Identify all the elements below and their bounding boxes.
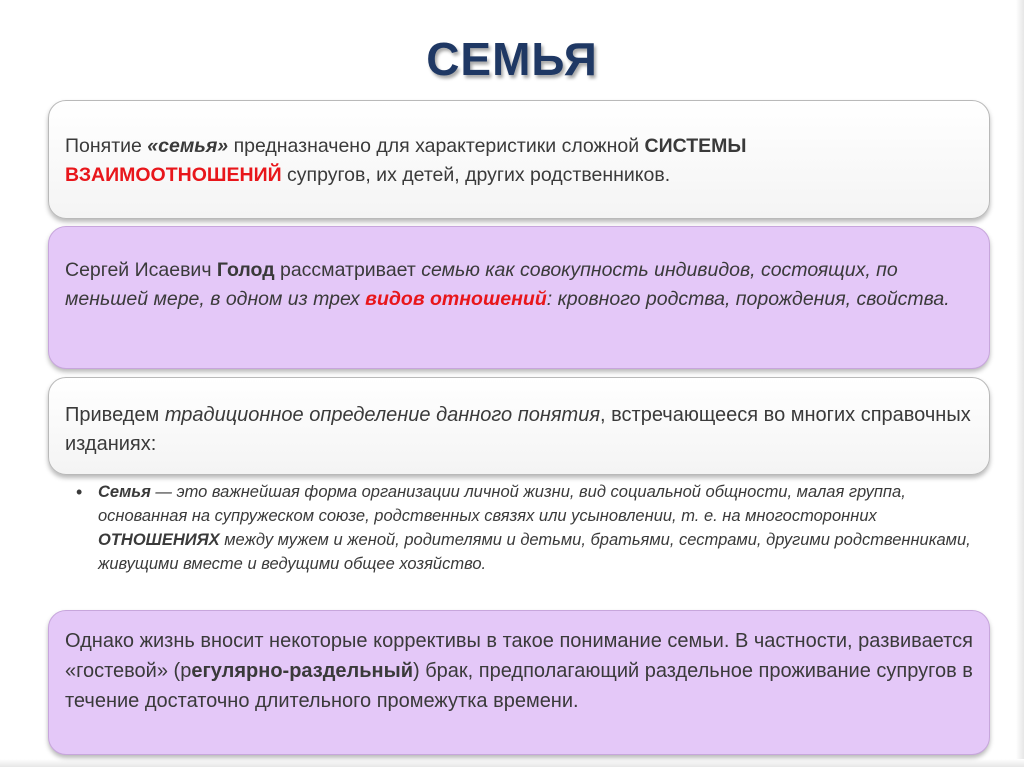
slide-edge-right [1016,0,1024,767]
bullet-term: Семья [98,483,151,501]
traditional-definition-box [48,377,990,475]
slide-title: СЕМЬЯ [426,33,598,85]
golod-name: Голод [216,259,275,281]
guest-text-2: ) брак, предполагающий раздельное проживание супругов в течение достаточно длительного промежутка времени. [65,660,973,712]
golod-text-3: семью как совокупность индивидов, состоящих, по меньшей мере, в одном из трех [65,259,898,310]
concept-text-1: Понятие [65,135,148,157]
concept-text-2: предназначено для характеристики сложной [228,135,645,157]
concept-text-3: супругов, их детей, других родственников. [281,164,671,186]
traditional-text-3: , встречающееся во многих справочных изданиях: [65,404,971,455]
golod-text-1: Сергей Исаевич [65,259,217,281]
golod-text-4: : кровного родства, порождения, свойства. [546,288,950,310]
family-definition-bullet [76,480,976,576]
golod-definition-box [48,226,990,369]
bullet-text-2: между мужем и женой, родителями и детьми, братьями, сестрами, другими родственниками, живущими вместе и ведущими общее хозяйство. [98,531,971,573]
guest-marriage-box [48,610,990,755]
traditional-text-2: традиционное определение данного понятия [164,404,601,426]
concept-system: СИСТЕМЫ [644,135,747,157]
bullet-text [98,480,976,576]
golod-relation-types: видов отношений [365,288,547,310]
golod-text-2: рассматривает [274,259,422,281]
slide-edge-bottom [0,759,1024,767]
concept-relations: ВЗАИМООТНОШЕНИЙ [65,164,282,186]
concept-term: «семья» [147,135,229,157]
guest-term: егулярно-раздельный [191,660,413,682]
bullet-text-1: — это важнейшая форма организации личной жизни, вид социальной общности, малая группа, основанная на супружеском союзе, родственных связях или усыновлении, т. е. на многосторонних [98,483,906,525]
traditional-text-1: Приведем [65,404,165,426]
bullet-relations: ОТНОШЕНИЯХ [98,531,220,549]
concept-box [48,100,990,219]
bullet-dot: • [76,482,83,502]
guest-text-1: Однако жизнь вносит некоторые коррективы в такое понимание семьи. В частности, развивается «гостевой» (р [65,630,973,682]
